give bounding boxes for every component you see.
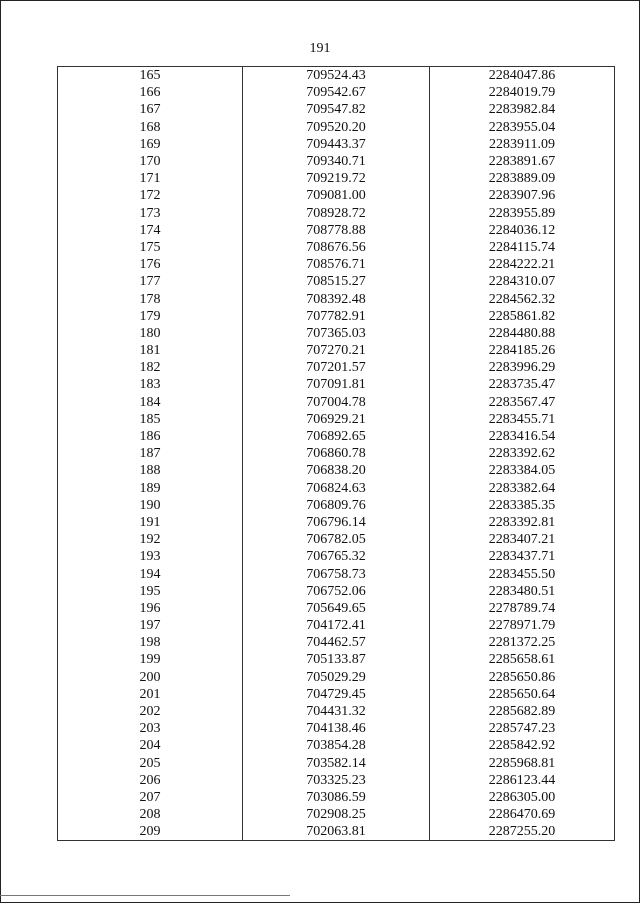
table-row [58,342,615,359]
table-row [58,239,615,256]
table-row [58,428,615,445]
x-coordinate-cell: 703854.28 [243,737,430,754]
x-coordinate-cell: 708392.48 [243,290,430,307]
point-number-cell: 198 [58,634,243,651]
table-row [58,187,615,204]
y-coordinate-cell: 2284222.21 [430,256,615,273]
x-coordinate-cell: 709443.37 [243,136,430,153]
table-row [58,153,615,170]
table-row [58,273,615,290]
table-row [58,359,615,376]
coordinates-table [57,66,615,841]
point-number-cell: 205 [58,755,243,772]
point-number-cell: 186 [58,428,243,445]
point-number-cell: 184 [58,394,243,411]
point-number-cell: 190 [58,497,243,514]
x-coordinate-cell: 705649.65 [243,600,430,617]
x-coordinate-cell: 707365.03 [243,325,430,342]
table-row [58,755,615,772]
point-number-cell: 176 [58,256,243,273]
table-row [58,548,615,565]
point-number-cell: 193 [58,548,243,565]
point-number-cell: 195 [58,583,243,600]
y-coordinate-cell: 2285658.61 [430,651,615,668]
y-coordinate-cell: 2285747.23 [430,720,615,737]
x-coordinate-cell: 707782.91 [243,308,430,325]
y-coordinate-cell: 2283982.84 [430,101,615,118]
x-coordinate-cell: 709219.72 [243,170,430,187]
x-coordinate-cell: 704172.41 [243,617,430,634]
point-number-cell: 175 [58,239,243,256]
x-coordinate-cell: 706782.05 [243,531,430,548]
point-number-cell: 191 [58,514,243,531]
y-coordinate-cell: 2285861.82 [430,308,615,325]
x-coordinate-cell: 706758.73 [243,565,430,582]
y-coordinate-cell: 2283907.96 [430,187,615,204]
y-coordinate-cell: 2283382.64 [430,480,615,497]
x-coordinate-cell: 707004.78 [243,394,430,411]
table-row [58,514,615,531]
table-row [58,325,615,342]
point-number-cell: 189 [58,480,243,497]
table-row [58,308,615,325]
footer-rule [0,895,290,896]
x-coordinate-cell: 709520.20 [243,119,430,136]
point-number-cell: 203 [58,720,243,737]
y-coordinate-cell: 2285650.64 [430,686,615,703]
table-row [58,256,615,273]
y-coordinate-cell: 2283437.71 [430,548,615,565]
y-coordinate-cell: 2283889.09 [430,170,615,187]
table-row [58,67,615,85]
table-row [58,497,615,514]
table-row [58,737,615,754]
y-coordinate-cell: 2284310.07 [430,273,615,290]
x-coordinate-cell: 706892.65 [243,428,430,445]
coordinates-table-body [58,67,615,841]
x-coordinate-cell: 708576.71 [243,256,430,273]
x-coordinate-cell: 703325.23 [243,772,430,789]
x-coordinate-cell: 707091.81 [243,376,430,393]
point-number-cell: 194 [58,565,243,582]
x-coordinate-cell: 708676.56 [243,239,430,256]
point-number-cell: 201 [58,686,243,703]
table-row [58,84,615,101]
point-number-cell: 185 [58,411,243,428]
y-coordinate-cell: 2283455.71 [430,411,615,428]
table-row [58,101,615,118]
x-coordinate-cell: 703582.14 [243,755,430,772]
table-row [58,806,615,823]
table-row [58,772,615,789]
table-row [58,703,615,720]
table-row [58,600,615,617]
x-coordinate-cell: 709081.00 [243,187,430,204]
table-row [58,686,615,703]
table-row [58,394,615,411]
y-coordinate-cell: 2283416.54 [430,428,615,445]
x-coordinate-cell: 704138.46 [243,720,430,737]
y-coordinate-cell: 2278789.74 [430,600,615,617]
y-coordinate-cell: 2287255.20 [430,823,615,841]
point-number-cell: 166 [58,84,243,101]
x-coordinate-cell: 708515.27 [243,273,430,290]
table-row [58,411,615,428]
y-coordinate-cell: 2286305.00 [430,789,615,806]
y-coordinate-cell: 2283735.47 [430,376,615,393]
table-row [58,480,615,497]
table-row [58,376,615,393]
point-number-cell: 180 [58,325,243,342]
y-coordinate-cell: 2284480.88 [430,325,615,342]
point-number-cell: 204 [58,737,243,754]
point-number-cell: 208 [58,806,243,823]
point-number-cell: 200 [58,669,243,686]
point-number-cell: 170 [58,153,243,170]
table-row [58,462,615,479]
point-number-cell: 196 [58,600,243,617]
point-number-cell: 199 [58,651,243,668]
y-coordinate-cell: 2283455.50 [430,565,615,582]
table-row [58,170,615,187]
point-number-cell: 182 [58,359,243,376]
y-coordinate-cell: 2283384.05 [430,462,615,479]
point-number-cell: 173 [58,205,243,222]
point-number-cell: 188 [58,462,243,479]
table-row [58,565,615,582]
x-coordinate-cell: 705133.87 [243,651,430,668]
table-row [58,720,615,737]
point-number-cell: 192 [58,531,243,548]
x-coordinate-cell: 709524.43 [243,67,430,85]
table-row [58,651,615,668]
x-coordinate-cell: 708778.88 [243,222,430,239]
x-coordinate-cell: 706796.14 [243,514,430,531]
y-coordinate-cell: 2284036.12 [430,222,615,239]
point-number-cell: 177 [58,273,243,290]
x-coordinate-cell: 702908.25 [243,806,430,823]
x-coordinate-cell: 704462.57 [243,634,430,651]
point-number-cell: 183 [58,376,243,393]
point-number-cell: 167 [58,101,243,118]
x-coordinate-cell: 706765.32 [243,548,430,565]
y-coordinate-cell: 2283480.51 [430,583,615,600]
x-coordinate-cell: 706929.21 [243,411,430,428]
y-coordinate-cell: 2283407.21 [430,531,615,548]
point-number-cell: 181 [58,342,243,359]
y-coordinate-cell: 2286470.69 [430,806,615,823]
table-row [58,583,615,600]
page-number: 191 [309,41,331,56]
y-coordinate-cell: 2286123.44 [430,772,615,789]
table-row [58,119,615,136]
point-number-cell: 209 [58,823,243,841]
point-number-cell: 165 [58,67,243,85]
y-coordinate-cell: 2283955.04 [430,119,615,136]
y-coordinate-cell: 2285842.92 [430,737,615,754]
y-coordinate-cell: 2284019.79 [430,84,615,101]
x-coordinate-cell: 703086.59 [243,789,430,806]
y-coordinate-cell: 2278971.79 [430,617,615,634]
y-coordinate-cell: 2283891.67 [430,153,615,170]
x-coordinate-cell: 706809.76 [243,497,430,514]
y-coordinate-cell: 2283955.89 [430,205,615,222]
y-coordinate-cell: 2284047.86 [430,67,615,85]
table-row [58,290,615,307]
table-row [58,445,615,462]
x-coordinate-cell: 705029.29 [243,669,430,686]
y-coordinate-cell: 2284562.32 [430,290,615,307]
table-row [58,617,615,634]
x-coordinate-cell: 709340.71 [243,153,430,170]
y-coordinate-cell: 2283996.29 [430,359,615,376]
x-coordinate-cell: 706838.20 [243,462,430,479]
point-number-cell: 168 [58,119,243,136]
x-coordinate-cell: 706824.63 [243,480,430,497]
point-number-cell: 172 [58,187,243,204]
table-row [58,634,615,651]
point-number-cell: 207 [58,789,243,806]
table-row [58,789,615,806]
table-row [58,669,615,686]
table-row [58,136,615,153]
y-coordinate-cell: 2285968.81 [430,755,615,772]
point-number-cell: 179 [58,308,243,325]
x-coordinate-cell: 706752.06 [243,583,430,600]
x-coordinate-cell: 708928.72 [243,205,430,222]
y-coordinate-cell: 2283567.47 [430,394,615,411]
y-coordinate-cell: 2283911.09 [430,136,615,153]
point-number-cell: 206 [58,772,243,789]
y-coordinate-cell: 2285682.89 [430,703,615,720]
point-number-cell: 178 [58,290,243,307]
y-coordinate-cell: 2283392.62 [430,445,615,462]
x-coordinate-cell: 709547.82 [243,101,430,118]
table-row [58,222,615,239]
x-coordinate-cell: 709542.67 [243,84,430,101]
table-row [58,205,615,222]
x-coordinate-cell: 704729.45 [243,686,430,703]
y-coordinate-cell: 2285650.86 [430,669,615,686]
point-number-cell: 171 [58,170,243,187]
x-coordinate-cell: 704431.32 [243,703,430,720]
x-coordinate-cell: 702063.81 [243,823,430,841]
table-row [58,531,615,548]
x-coordinate-cell: 707270.21 [243,342,430,359]
y-coordinate-cell: 2283385.35 [430,497,615,514]
y-coordinate-cell: 2283392.81 [430,514,615,531]
y-coordinate-cell: 2284115.74 [430,239,615,256]
y-coordinate-cell: 2281372.25 [430,634,615,651]
point-number-cell: 197 [58,617,243,634]
y-coordinate-cell: 2284185.26 [430,342,615,359]
point-number-cell: 174 [58,222,243,239]
point-number-cell: 169 [58,136,243,153]
x-coordinate-cell: 706860.78 [243,445,430,462]
table-row [58,823,615,841]
x-coordinate-cell: 707201.57 [243,359,430,376]
point-number-cell: 187 [58,445,243,462]
point-number-cell: 202 [58,703,243,720]
